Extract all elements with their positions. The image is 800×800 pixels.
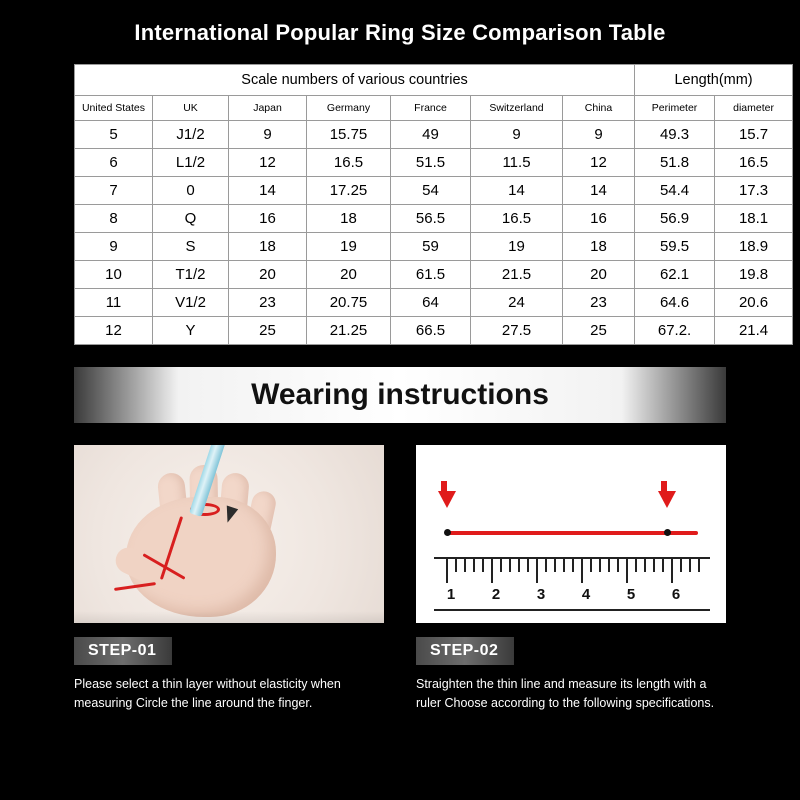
cell-us: 8	[75, 205, 153, 233]
cell-japan: 9	[229, 121, 307, 149]
cell-japan: 14	[229, 177, 307, 205]
cell-germany: 18	[307, 205, 391, 233]
cell-us: 9	[75, 233, 153, 261]
step-02-label: STEP-02	[416, 637, 514, 665]
table-row	[75, 121, 793, 149]
cell-switzerland: 14	[471, 177, 563, 205]
cell-switzerland: 11.5	[471, 149, 563, 177]
hand-with-thread-photo	[74, 445, 384, 623]
cell-diameter: 17.3	[715, 177, 793, 205]
cell-perimeter: 56.9	[635, 205, 715, 233]
cell-perimeter: 64.6	[635, 289, 715, 317]
cell-japan: 23	[229, 289, 307, 317]
col-china: China	[563, 96, 635, 121]
step-01-label: STEP-01	[74, 637, 172, 665]
col-france: France	[391, 96, 471, 121]
table-row	[75, 289, 793, 317]
cell-china: 25	[563, 317, 635, 345]
cell-japan: 12	[229, 149, 307, 177]
cell-uk: V1/2	[153, 289, 229, 317]
cell-france: 54	[391, 177, 471, 205]
col-perimeter: Perimeter	[635, 96, 715, 121]
steps-container	[74, 445, 726, 714]
cell-switzerland: 27.5	[471, 317, 563, 345]
thread-endpoint-right	[664, 529, 671, 536]
size-table-container	[74, 64, 774, 345]
cell-perimeter: 49.3	[635, 121, 715, 149]
cell-japan: 18	[229, 233, 307, 261]
cell-perimeter: 62.1	[635, 261, 715, 289]
group-header-countries: Scale numbers of various countries	[75, 65, 635, 96]
col-diameter: diameter	[715, 96, 793, 121]
red-thread-line	[446, 531, 698, 535]
cell-germany: 19	[307, 233, 391, 261]
group-header-length: Length(mm)	[635, 65, 793, 96]
table-row	[75, 177, 793, 205]
cell-switzerland: 19	[471, 233, 563, 261]
cell-us: 5	[75, 121, 153, 149]
cell-germany: 20.75	[307, 289, 391, 317]
cell-china: 18	[563, 233, 635, 261]
cell-france: 66.5	[391, 317, 471, 345]
cell-perimeter: 67.2.	[635, 317, 715, 345]
cell-france: 59	[391, 233, 471, 261]
ruler-number: 1	[446, 586, 456, 603]
cell-us: 10	[75, 261, 153, 289]
table-row	[75, 205, 793, 233]
cell-perimeter: 51.8	[635, 149, 715, 177]
table-column-header-row	[75, 96, 793, 121]
table-row	[75, 149, 793, 177]
col-united-states: United States	[75, 96, 153, 121]
cell-japan: 20	[229, 261, 307, 289]
cell-germany: 17.25	[307, 177, 391, 205]
cell-france: 64	[391, 289, 471, 317]
cell-china: 16	[563, 205, 635, 233]
cell-japan: 25	[229, 317, 307, 345]
cell-china: 20	[563, 261, 635, 289]
cell-switzerland: 21.5	[471, 261, 563, 289]
cell-diameter: 18.1	[715, 205, 793, 233]
cell-switzerland: 24	[471, 289, 563, 317]
ruler-number: 6	[671, 586, 681, 603]
ruler-number: 2	[491, 586, 501, 603]
cell-china: 23	[563, 289, 635, 317]
cell-us: 12	[75, 317, 153, 345]
table-row	[75, 233, 793, 261]
ruler-measuring-thread-photo	[416, 445, 726, 623]
wearing-instructions-heading: Wearing instructions	[251, 378, 549, 411]
col-germany: Germany	[307, 96, 391, 121]
cell-diameter: 16.5	[715, 149, 793, 177]
col-switzerland: Switzerland	[471, 96, 563, 121]
cell-uk: L1/2	[153, 149, 229, 177]
cell-germany: 15.75	[307, 121, 391, 149]
cell-germany: 21.25	[307, 317, 391, 345]
cell-uk: J1/2	[153, 121, 229, 149]
col-uk: UK	[153, 96, 229, 121]
cell-france: 49	[391, 121, 471, 149]
cell-switzerland: 16.5	[471, 205, 563, 233]
cell-us: 11	[75, 289, 153, 317]
cell-us: 6	[75, 149, 153, 177]
cell-switzerland: 9	[471, 121, 563, 149]
step-02	[416, 445, 726, 714]
step-01-description: Please select a thin layer without elasticity when measuring Circle the line around the finger.	[74, 677, 341, 711]
cell-china: 12	[563, 149, 635, 177]
ring-size-table	[74, 64, 793, 345]
ruler	[434, 557, 710, 611]
table-row	[75, 317, 793, 345]
cell-diameter: 20.6	[715, 289, 793, 317]
cell-diameter: 15.7	[715, 121, 793, 149]
cell-perimeter: 59.5	[635, 233, 715, 261]
cell-uk: Y	[153, 317, 229, 345]
page-title: International Popular Ring Size Comparison Table	[134, 20, 666, 45]
ruler-number: 4	[581, 586, 591, 603]
cell-france: 51.5	[391, 149, 471, 177]
arrow-down-right-icon	[658, 491, 676, 508]
cell-germany: 20	[307, 261, 391, 289]
cell-germany: 16.5	[307, 149, 391, 177]
cell-uk: T1/2	[153, 261, 229, 289]
cell-france: 56.5	[391, 205, 471, 233]
cell-france: 61.5	[391, 261, 471, 289]
wearing-instructions-banner	[74, 367, 726, 423]
cell-china: 14	[563, 177, 635, 205]
cell-japan: 16	[229, 205, 307, 233]
cell-perimeter: 54.4	[635, 177, 715, 205]
table-group-header-row	[75, 65, 793, 96]
step-01	[74, 445, 384, 714]
cell-uk: Q	[153, 205, 229, 233]
ruler-number: 3	[536, 586, 546, 603]
arrow-down-left-icon	[438, 491, 456, 508]
thread-endpoint-left	[444, 529, 451, 536]
cell-us: 7	[75, 177, 153, 205]
cell-uk: S	[153, 233, 229, 261]
table-body	[75, 121, 793, 345]
table-row	[75, 261, 793, 289]
step-02-description: Straighten the thin line and measure its length with a ruler Choose according to the following specifications.	[416, 677, 715, 711]
col-japan: Japan	[229, 96, 307, 121]
cell-uk: 0	[153, 177, 229, 205]
cell-diameter: 18.9	[715, 233, 793, 261]
cell-diameter: 19.8	[715, 261, 793, 289]
cell-china: 9	[563, 121, 635, 149]
ruler-number: 5	[626, 586, 636, 603]
cell-diameter: 21.4	[715, 317, 793, 345]
photo-shadow	[74, 611, 384, 623]
